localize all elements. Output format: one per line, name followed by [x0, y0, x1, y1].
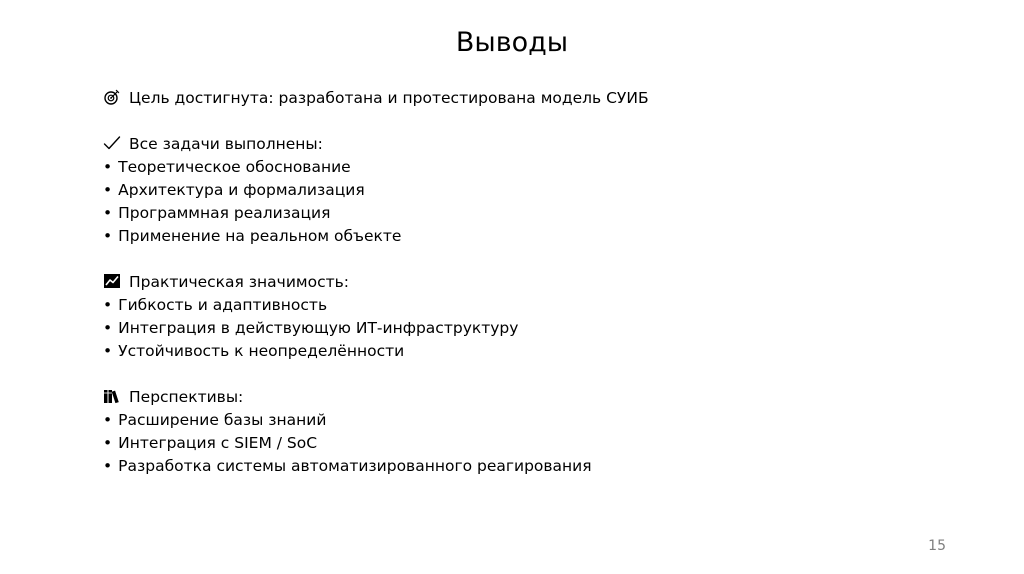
spacer	[103, 248, 903, 271]
significance-heading: Практическая значимость:	[129, 273, 349, 291]
tasks-heading: Все задачи выполнены:	[129, 135, 323, 153]
slide-content	[103, 87, 903, 478]
tasks-heading-line	[103, 133, 903, 156]
perspectives-heading-line	[103, 386, 903, 409]
list-item: • Расширение базы знаний	[103, 409, 903, 432]
books-icon	[103, 388, 121, 404]
spacer	[103, 110, 903, 133]
list-item: • Интеграция в действующую ИТ-инфраструктуру	[103, 317, 903, 340]
list-item: • Интеграция с SIEM / SoC	[103, 432, 903, 455]
chart-increasing-icon	[103, 273, 121, 289]
list-item: • Теоретическое обоснование	[103, 156, 903, 179]
target-icon	[103, 89, 121, 105]
list-item: • Архитектура и формализация	[103, 179, 903, 202]
perspectives-heading: Перспективы:	[129, 388, 244, 406]
significance-heading-line	[103, 271, 903, 294]
list-item: • Программная реализация	[103, 202, 903, 225]
slide-title: Выводы	[455, 27, 569, 58]
goal-line	[103, 87, 903, 110]
list-item: • Гибкость и адаптивность	[103, 294, 903, 317]
list-item: • Применение на реальном объекте	[103, 225, 903, 248]
goal-text: Цель достигнута: разработана и протестирована модель СУИБ	[129, 89, 649, 107]
spacer	[103, 363, 903, 386]
checkmark-icon	[103, 135, 121, 151]
list-item: • Устойчивость к неопределённости	[103, 340, 903, 363]
page-number: 15	[928, 538, 946, 554]
list-item: • Разработка системы автоматизированного реагирования	[103, 455, 903, 478]
